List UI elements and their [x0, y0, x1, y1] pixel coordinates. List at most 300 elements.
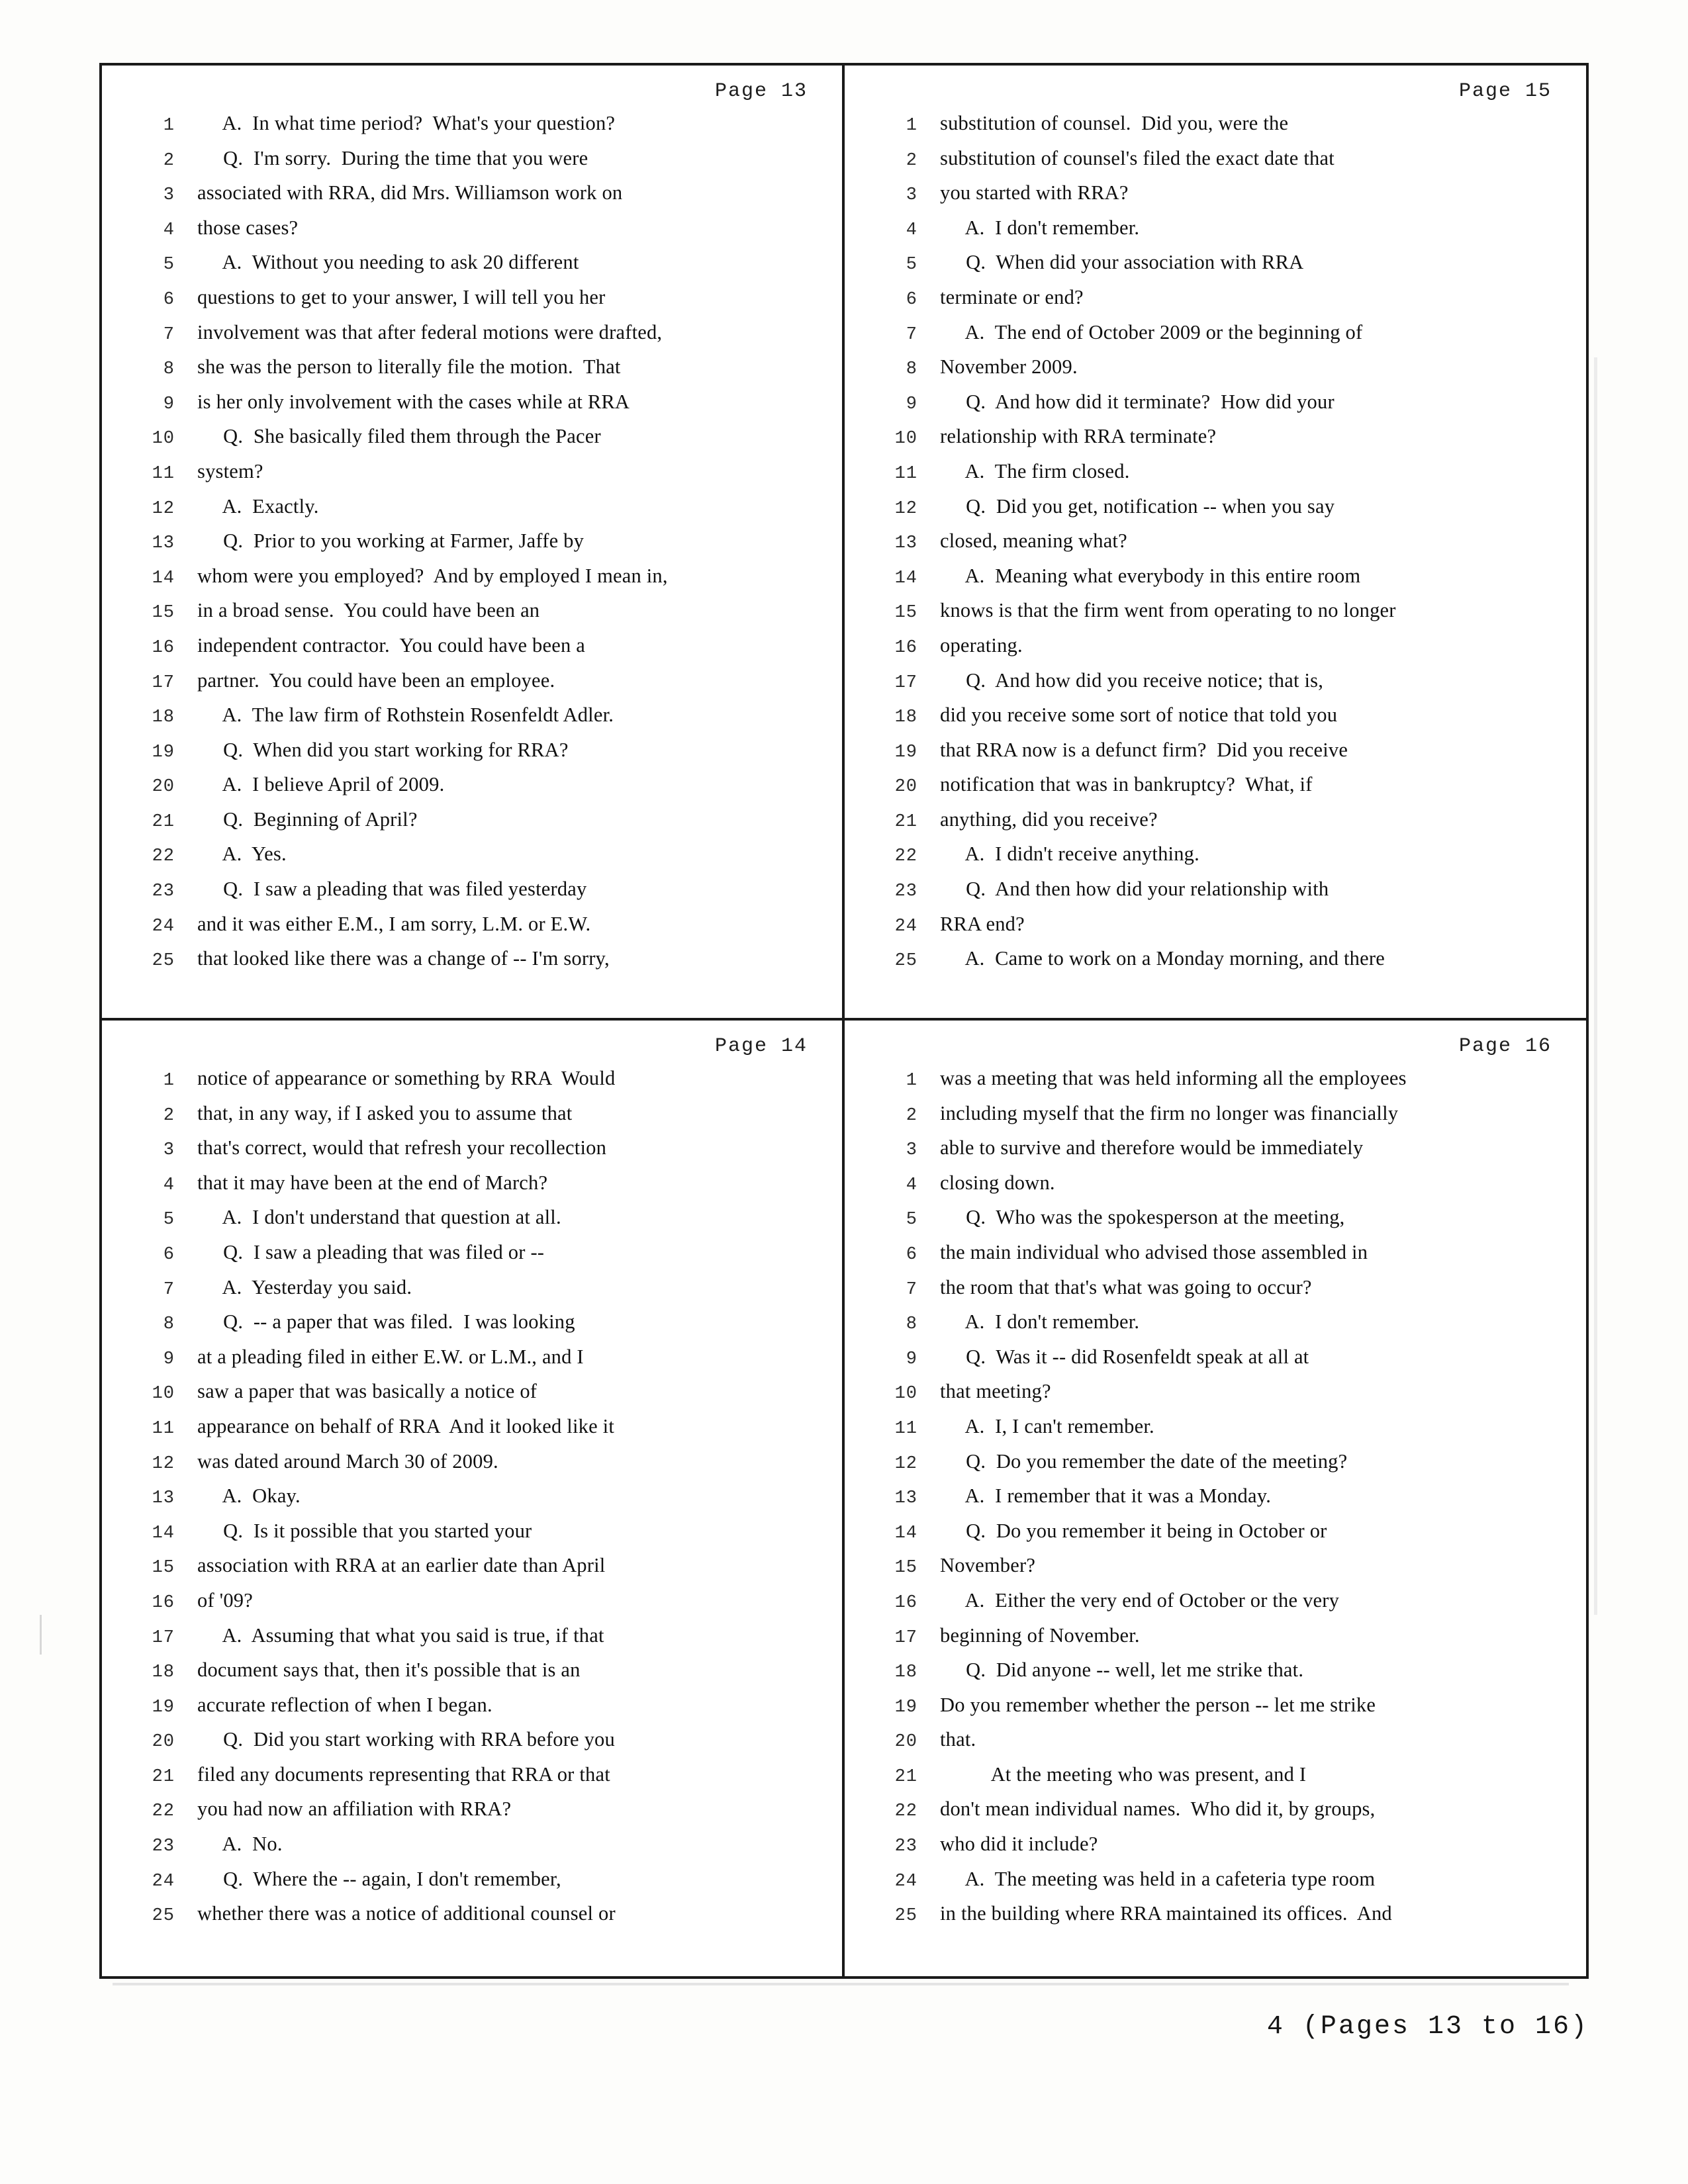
line-number: 23 — [894, 882, 917, 902]
line-text: At the meeting who was present, and I — [940, 1762, 1307, 1786]
transcript-line — [845, 634, 1586, 669]
line-text: November 2009. — [940, 355, 1078, 379]
transcript-line — [102, 947, 842, 982]
line-number: 3 — [906, 1140, 917, 1161]
line-number: 4 — [906, 220, 917, 240]
transcript-line — [102, 913, 842, 948]
transcript-line — [845, 773, 1586, 808]
line-text: Q. -- a paper that was filed. I was looking — [197, 1310, 575, 1334]
line-text: the main individual who advised those assembled in — [940, 1240, 1368, 1263]
transcript-line — [102, 390, 842, 426]
transcript-line — [845, 1345, 1586, 1381]
line-text: questions to get to your answer, I will tell you her — [197, 285, 606, 308]
transcript-line — [102, 1694, 842, 1729]
line-text: Q. I'm sorry. During the time that you were — [197, 146, 588, 169]
line-text: that's correct, would that refresh your recollection — [197, 1136, 607, 1160]
transcript-line — [102, 1659, 842, 1694]
line-number: 16 — [152, 637, 175, 658]
page-label-16: Page 16 — [1458, 1035, 1552, 1058]
line-text: A. No. — [197, 1833, 283, 1856]
line-number: 19 — [152, 742, 175, 762]
transcript-line — [102, 251, 842, 286]
line-number: 24 — [894, 916, 917, 936]
transcript-line — [102, 634, 842, 669]
line-text: and it was either E.M., I am sorry, L.M. or E.W. — [197, 912, 591, 935]
transcript-line — [845, 425, 1586, 460]
line-text: closing down. — [940, 1171, 1055, 1194]
line-number: 15 — [152, 1558, 175, 1578]
line-text: including myself that the firm no longer was financially — [940, 1101, 1399, 1124]
transcript-line — [845, 147, 1586, 182]
transcript-line — [102, 1520, 842, 1555]
transcript-line — [845, 495, 1586, 530]
line-text: Q. Do you remember the date of the meeting? — [940, 1449, 1348, 1473]
transcript-line — [845, 112, 1586, 147]
line-text: whether there was a notice of additional counsel or — [197, 1902, 616, 1925]
transcript-quadrant-page-14 — [102, 1021, 842, 1976]
line-number: 15 — [152, 603, 175, 623]
line-number: 24 — [152, 1871, 175, 1891]
line-number: 11 — [894, 463, 917, 484]
line-number: 15 — [894, 1558, 917, 1578]
line-number: 21 — [894, 811, 917, 832]
line-number: 9 — [906, 394, 917, 414]
line-number: 11 — [152, 1418, 175, 1439]
scan-artifact-bottom — [113, 1983, 1569, 1985]
transcript-line — [845, 808, 1586, 843]
line-number: 9 — [906, 1349, 917, 1369]
line-number: 4 — [163, 220, 175, 240]
transcript-line — [102, 773, 842, 808]
line-number: 25 — [894, 1906, 917, 1927]
line-text: Q. Do you remember it being in October or — [940, 1519, 1327, 1542]
transcript-line — [102, 216, 842, 251]
transcript-line — [845, 1241, 1586, 1276]
line-text: Q. Beginning of April? — [197, 807, 418, 831]
transcript-line — [102, 529, 842, 565]
transcript-line — [845, 1624, 1586, 1659]
transcript-line — [102, 425, 842, 460]
line-text: A. Came to work on a Monday morning, and there — [940, 947, 1385, 970]
line-number: 10 — [152, 429, 175, 449]
line-text: notice of appearance or something by RRA Would — [197, 1067, 616, 1089]
line-number: 24 — [894, 1871, 917, 1891]
line-number: 12 — [894, 1453, 917, 1474]
transcript-line — [845, 1763, 1586, 1798]
line-text: document says that, then it's possible that is an — [197, 1659, 581, 1682]
line-number: 21 — [152, 811, 175, 832]
transcript-line — [102, 1624, 842, 1659]
line-text: substitution of counsel's filed the exact date that — [940, 146, 1335, 169]
transcript-line — [845, 1206, 1586, 1241]
line-number: 6 — [906, 1244, 917, 1265]
line-number: 9 — [163, 394, 175, 414]
line-number: 19 — [894, 742, 917, 762]
line-number: 3 — [163, 1140, 175, 1161]
line-text: that meeting? — [940, 1380, 1051, 1403]
line-number: 1 — [163, 116, 175, 136]
transcript-line — [845, 1520, 1586, 1555]
transcript-lines-13 — [102, 112, 842, 982]
line-number: 2 — [906, 1105, 917, 1126]
line-number: 2 — [163, 150, 175, 171]
line-number: 12 — [894, 498, 917, 519]
transcript-line — [845, 1833, 1586, 1868]
line-number: 16 — [152, 1592, 175, 1613]
line-text: you had now an affiliation with RRA? — [197, 1797, 512, 1821]
transcript-line — [845, 1484, 1586, 1520]
transcript-line — [102, 1276, 842, 1311]
line-number: 22 — [894, 1801, 917, 1822]
line-text: A. I don't understand that question at all. — [197, 1206, 561, 1229]
line-number: 18 — [894, 707, 917, 728]
line-number: 3 — [906, 185, 917, 206]
line-text: Q. And how did it terminate? How did your — [940, 390, 1335, 413]
line-number: 17 — [894, 672, 917, 693]
line-number: 22 — [152, 1801, 175, 1822]
line-text: Q. And then how did your relationship with — [940, 878, 1329, 901]
line-text: relationship with RRA terminate? — [940, 425, 1217, 448]
line-text: A. Without you needing to ask 20 different — [197, 251, 579, 274]
transcript-line — [102, 112, 842, 147]
transcript-line — [845, 599, 1586, 634]
line-number: 10 — [152, 1384, 175, 1404]
transcript-quadrant-page-15 — [845, 66, 1586, 1018]
transcript-line — [845, 739, 1586, 774]
line-text: Q. She basically filed them through the Pacer — [197, 425, 601, 448]
transcript-line — [102, 1102, 842, 1137]
line-text: in a broad sense. You could have been an — [197, 599, 540, 622]
line-number: 14 — [152, 1523, 175, 1543]
line-number: 24 — [152, 916, 175, 936]
line-number: 7 — [163, 324, 175, 345]
line-number: 1 — [906, 116, 917, 136]
transcript-line — [102, 321, 842, 356]
line-text: A. The law firm of Rothstein Rosenfeldt Adler. — [197, 704, 614, 727]
line-text: that looked like there was a change of -- I'm sorry, — [197, 947, 610, 970]
line-text: terminate or end? — [940, 285, 1084, 308]
line-text: Q. Who was the spokesperson at the meeting, — [940, 1206, 1345, 1229]
line-number: 16 — [894, 637, 917, 658]
line-number: 14 — [894, 1523, 917, 1543]
transcript-line — [845, 1171, 1586, 1206]
transcript-line — [845, 669, 1586, 704]
line-number: 2 — [906, 150, 917, 171]
line-number: 6 — [906, 289, 917, 310]
transcript-line — [102, 842, 842, 878]
line-text: knows is that the firm went from operating to no longer — [940, 599, 1396, 622]
line-text: Q. Was it -- did Rosenfeldt speak at all at — [940, 1345, 1309, 1368]
transcript-line — [845, 1136, 1586, 1171]
scan-artifact-left — [40, 1615, 42, 1655]
line-text: Q. When did you start working for RRA? — [197, 738, 569, 761]
line-text: she was the person to literally file the motion. That — [197, 355, 621, 379]
transcript-line — [102, 1241, 842, 1276]
line-number: 7 — [906, 1279, 917, 1300]
line-number: 25 — [152, 951, 175, 972]
line-text: who did it include? — [940, 1833, 1098, 1856]
line-text: Q. Did anyone -- well, let me strike that. — [940, 1659, 1304, 1682]
line-number: 6 — [163, 289, 175, 310]
transcript-line — [102, 1902, 842, 1937]
line-text: A. Okay. — [197, 1484, 301, 1508]
line-number: 21 — [894, 1766, 917, 1787]
line-number: 18 — [894, 1662, 917, 1683]
page-footer: 4 (Pages 13 to 16) — [1266, 2012, 1589, 2042]
transcript-line — [102, 669, 842, 704]
line-text: appearance on behalf of RRA And it looked like it — [197, 1414, 615, 1437]
line-text: A. I don't remember. — [940, 216, 1140, 239]
line-text: of '09? — [197, 1588, 253, 1612]
transcript-line — [102, 1589, 842, 1624]
line-number: 20 — [894, 1732, 917, 1752]
transcript-line — [845, 1380, 1586, 1415]
line-number: 22 — [894, 846, 917, 867]
transcript-lines-16 — [845, 1067, 1586, 1937]
transcript-line — [845, 1659, 1586, 1694]
line-number: 11 — [152, 463, 175, 484]
line-text: involvement was that after federal motions were drafted, — [197, 320, 663, 343]
transcript-quadrant-page-16 — [845, 1021, 1586, 1976]
line-number: 7 — [163, 1279, 175, 1300]
transcript-line — [845, 251, 1586, 286]
line-text: Q. When did your association with RRA — [940, 251, 1304, 274]
line-text: A. Yesterday you said. — [197, 1275, 412, 1298]
line-number: 8 — [906, 1314, 917, 1335]
line-text: A. I, I can't remember. — [940, 1414, 1154, 1437]
transcript-line — [102, 1310, 842, 1345]
line-number: 4 — [906, 1175, 917, 1195]
line-text: substitution of counsel. Did you, were the — [940, 112, 1289, 134]
line-text: was a meeting that was held informing all the employees — [940, 1067, 1407, 1089]
line-number: 9 — [163, 1349, 175, 1369]
line-number: 11 — [894, 1418, 917, 1439]
transcript-line — [102, 147, 842, 182]
line-number: 5 — [163, 1210, 175, 1230]
line-text: independent contractor. You could have been a — [197, 633, 585, 657]
transcript-line — [102, 1206, 842, 1241]
transcript-line — [845, 947, 1586, 982]
transcript-line — [102, 355, 842, 390]
line-number: 20 — [152, 777, 175, 797]
transcript-line — [845, 1310, 1586, 1345]
line-text: the room that that's what was going to occur? — [940, 1275, 1312, 1298]
transcript-line — [845, 1415, 1586, 1450]
transcript-line — [102, 1833, 842, 1868]
line-number: 10 — [894, 1384, 917, 1404]
line-text: that RRA now is a defunct firm? Did you receive — [940, 738, 1348, 761]
line-number: 25 — [894, 951, 917, 972]
line-text: A. I don't remember. — [940, 1310, 1140, 1334]
transcript-line — [102, 1868, 842, 1903]
page-label-15: Page 15 — [1458, 80, 1552, 103]
transcript-line — [845, 913, 1586, 948]
transcript-line — [102, 1136, 842, 1171]
transcript-line — [845, 1276, 1586, 1311]
line-text: RRA end? — [940, 912, 1025, 935]
line-number: 13 — [894, 533, 917, 554]
line-text: Q. And how did you receive notice; that is, — [940, 668, 1324, 692]
line-number: 3 — [163, 185, 175, 206]
line-number: 20 — [894, 777, 917, 797]
line-text: that, in any way, if I asked you to assume that — [197, 1101, 573, 1124]
line-text: Q. I saw a pleading that was filed yesterday — [197, 878, 587, 901]
transcript-line — [845, 704, 1586, 739]
transcript-line — [845, 390, 1586, 426]
line-text: Q. Did you get, notification -- when you say — [940, 494, 1335, 518]
transcript-lines-14 — [102, 1067, 842, 1937]
line-number: 23 — [894, 1837, 917, 1857]
line-text: anything, did you receive? — [940, 807, 1158, 831]
transcript-line — [845, 1450, 1586, 1485]
line-text: able to survive and therefore would be immediately — [940, 1136, 1364, 1160]
line-text: partner. You could have been an employee. — [197, 668, 555, 692]
transcript-line — [845, 1694, 1586, 1729]
line-number: 8 — [906, 359, 917, 380]
line-text: Q. Is it possible that you started your — [197, 1519, 532, 1542]
transcript-line — [102, 1797, 842, 1833]
transcript-line — [845, 565, 1586, 600]
line-number: 1 — [906, 1071, 917, 1091]
line-text: A. I didn't receive anything. — [940, 842, 1199, 866]
line-text: beginning of November. — [940, 1623, 1140, 1647]
line-number: 17 — [152, 672, 175, 693]
transcript-line — [102, 1171, 842, 1206]
transcript-line — [102, 1484, 842, 1520]
transcript-line — [845, 1589, 1586, 1624]
transcript-quadrant-page-13 — [102, 66, 842, 1018]
line-number: 17 — [894, 1627, 917, 1648]
line-text: did you receive some sort of notice that told you — [940, 704, 1338, 727]
line-number: 15 — [894, 603, 917, 623]
line-number: 25 — [152, 1906, 175, 1927]
transcript-line — [845, 181, 1586, 216]
transcript-line — [102, 739, 842, 774]
line-text: those cases? — [197, 216, 299, 239]
line-number: 20 — [152, 1732, 175, 1752]
line-number: 13 — [894, 1488, 917, 1509]
transcript-line — [102, 1554, 842, 1589]
transcript-line — [102, 1728, 842, 1763]
line-text: Q. I saw a pleading that was filed or -- — [197, 1240, 545, 1263]
transcript-line — [102, 704, 842, 739]
line-number: 19 — [894, 1697, 917, 1717]
line-number: 12 — [152, 498, 175, 519]
transcript-line — [102, 181, 842, 216]
line-number: 12 — [152, 1453, 175, 1474]
line-number: 6 — [163, 1244, 175, 1265]
line-text: operating. — [940, 633, 1023, 657]
line-text: A. I remember that it was a Monday. — [940, 1484, 1272, 1508]
transcript-line — [845, 216, 1586, 251]
line-text: Q. Did you start working with RRA before you — [197, 1728, 615, 1751]
line-number: 8 — [163, 359, 175, 380]
line-text: is her only involvement with the cases while at RRA — [197, 390, 630, 413]
line-number: 7 — [906, 324, 917, 345]
line-number: 18 — [152, 707, 175, 728]
line-number: 8 — [163, 1314, 175, 1335]
line-text: closed, meaning what? — [940, 529, 1127, 553]
transcript-line — [102, 495, 842, 530]
line-text: Do you remember whether the person -- let me strike — [940, 1693, 1376, 1716]
line-number: 5 — [163, 255, 175, 275]
line-text: A. Exactly. — [197, 494, 319, 518]
line-number: 22 — [152, 846, 175, 867]
line-text: filed any documents representing that RRA or that — [197, 1762, 610, 1786]
line-text: Q. Prior to you working at Farmer, Jaffe by — [197, 529, 585, 553]
line-number: 21 — [152, 1766, 175, 1787]
line-text: you started with RRA? — [940, 181, 1129, 205]
page-label-14: Page 14 — [714, 1035, 808, 1058]
transcript-line — [845, 1102, 1586, 1137]
line-number: 2 — [163, 1105, 175, 1126]
transcript-line — [102, 1380, 842, 1415]
transcript-line — [845, 1797, 1586, 1833]
line-text: A. Meaning what everybody in this entire room — [940, 564, 1361, 587]
line-number: 23 — [152, 882, 175, 902]
transcript-line — [845, 1728, 1586, 1763]
transcript-line — [102, 1345, 842, 1381]
transcript-line — [102, 808, 842, 843]
line-number: 13 — [152, 1488, 175, 1509]
line-text: A. The firm closed. — [940, 459, 1130, 482]
transcript-line — [845, 529, 1586, 565]
line-text: A. Assuming that what you said is true, if that — [197, 1623, 604, 1647]
line-text: saw a paper that was basically a notice of — [197, 1380, 538, 1403]
line-number: 14 — [894, 568, 917, 588]
line-number: 1 — [163, 1071, 175, 1091]
transcript-line — [102, 1450, 842, 1485]
transcript-line — [102, 599, 842, 634]
page-label-13: Page 13 — [714, 80, 808, 103]
transcript-line — [845, 286, 1586, 321]
line-number: 14 — [152, 568, 175, 588]
transcript-line — [845, 842, 1586, 878]
line-text: A. I believe April of 2009. — [197, 773, 445, 796]
transcript-line — [102, 1067, 842, 1102]
line-text: associated with RRA, did Mrs. Williamson work on — [197, 181, 623, 205]
line-number: 19 — [152, 1697, 175, 1717]
transcript-line — [845, 321, 1586, 356]
scan-artifact-right — [1594, 357, 1597, 1615]
line-text: association with RRA at an earlier date than April — [197, 1554, 606, 1577]
transcript-line — [102, 878, 842, 913]
line-number: 5 — [906, 255, 917, 275]
transcript-lines-15 — [845, 112, 1586, 982]
line-text: don't mean individual names. Who did it, by groups, — [940, 1797, 1376, 1821]
line-text: Q. Where the -- again, I don't remember, — [197, 1867, 561, 1890]
transcript-line — [845, 1067, 1586, 1102]
line-text: A. The end of October 2009 or the beginning of — [940, 320, 1363, 343]
line-text: notification that was in bankruptcy? What, if — [940, 773, 1313, 796]
line-text: November? — [940, 1554, 1036, 1577]
line-number: 4 — [163, 1175, 175, 1195]
line-text: in the building where RRA maintained its offices. And — [940, 1902, 1392, 1925]
transcript-line — [102, 565, 842, 600]
transcript-line — [102, 460, 842, 495]
line-number: 13 — [152, 533, 175, 554]
transcript-line — [845, 878, 1586, 913]
line-number: 16 — [894, 1592, 917, 1613]
line-number: 17 — [152, 1627, 175, 1648]
line-text: A. Yes. — [197, 842, 287, 866]
transcript-line — [845, 1868, 1586, 1903]
line-text: that. — [940, 1728, 976, 1751]
line-text: whom were you employed? And by employed I mean in, — [197, 564, 668, 587]
line-text: system? — [197, 459, 263, 482]
line-number: 23 — [152, 1837, 175, 1857]
line-text: A. Either the very end of October or the very — [940, 1588, 1340, 1612]
